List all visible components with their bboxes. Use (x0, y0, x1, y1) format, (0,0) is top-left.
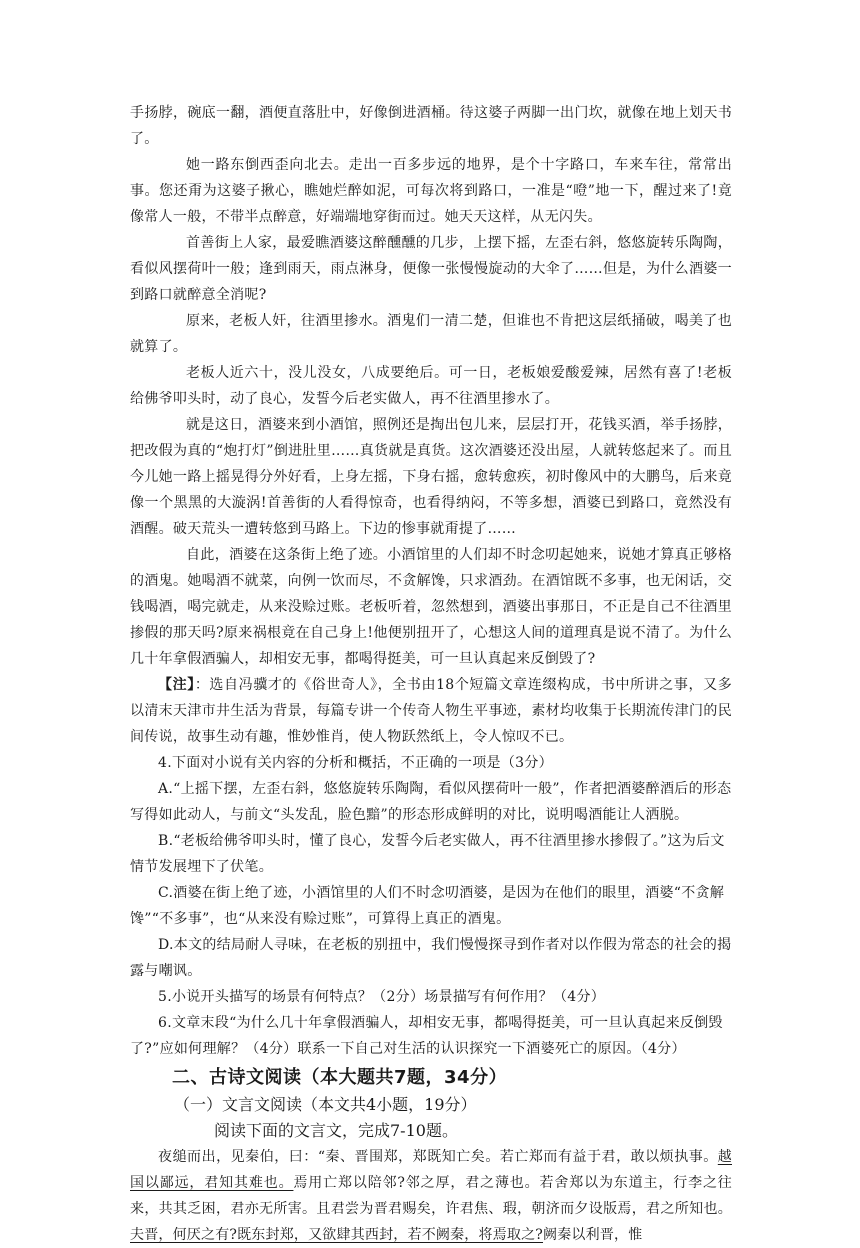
reading-instruction: 阅读下面的文言文，完成7-10题。 (214, 1121, 458, 1140)
story-paragraph-3: 原来，老板人奸，往酒里掺水。酒鬼们一清二楚，但谁也不肯把这层纸捅破，喝美了也就算了。 (130, 313, 732, 355)
question-4-option-b: B.“老板给佛爷叩头时，懂了良心，发誓今后老实做人，再不往酒里掺水掺假了。”这为后文情节发展埋下了伏笔。 (130, 833, 725, 875)
story-paragraph-4: 老板人近六十，没儿没女，八成要绝后。可一日，老板娘爱酸爱辣，居然有喜了!老板给佛爷叩头时，动了良心，发誓今后老实做人，再不往酒里掺水了。 (130, 365, 732, 407)
question-4: 4.下面对小说有关内容的分析和概括，不正确的一项是（3分） (158, 755, 553, 771)
classical-text-2: 焉用亡郑以陪邻?邻之厚，君之薄也。若舍郑以为东道主，行李之往来，共其乏困，君亦无所害。且君尝为晋君赐矣，许君焦、瑕，朝济而夕设版焉，君之所知也。 (130, 1175, 732, 1217)
question-4-option-c: C.酒婆在街上绝了迹，小酒馆里的人们不时念叨酒婆，是因为在他们的眼里，酒婆“不贪解馋”“不多事”，也“从来没有赊过账”，可算得上真正的酒鬼。 (130, 885, 725, 927)
classical-text-1: 夜缒而出，见秦伯，曰：“秦、晋围郑，郑既知亡矣。若亡郑而有益于君，敢以烦执事。 (158, 1149, 718, 1165)
story-paragraph-2: 首善街上人家，最爱瞧酒婆这醉醺醺的几步，上摆下摇，左歪右斜，悠悠旋转乐陶陶，看似风摆荷叶一般；逢到雨天，雨点淋身，便像一张慢慢旋动的大伞了……但是，为什么酒婆一到路口就醉意全消呢? (130, 235, 732, 303)
subsection-heading: （一）文言文阅读（本文共4小题，19分） (174, 1095, 477, 1114)
question-6: 6.文章末段“为什么几十年拿假酒骗人，却相安无事，都喝得挺美，可一旦认真起来反倒毁了?”应如何理解？（4分）联系一下自己对生活的认识探究一下酒婆死亡的原因。（4分） (130, 1015, 723, 1057)
classical-passage (130, 1144, 732, 1248)
underlined-sentence-2: 夫晋，何厌之有?既东封郑，又欲肆其西封，若不阙秦，将焉取之? (130, 1227, 544, 1243)
question-4-option-d: D.本文的结局耐人寻味，在老板的别扭中，我们慢慢探寻到作者对以作假为常态的社会的揭露与嘲讽。 (130, 937, 732, 979)
story-paragraph-1: 她一路东倒西歪向北去。走出一百多步远的地界，是个十字路口，车来车往，常常出事。您还甭为这婆子揪心，瞧她烂醉如泥，可每次将到路口，一准是“噔”地一下，醒过来了!竟像常人一般，不带半点醉意，好端端地穿街而过。她天天这样，从无闪失。 (130, 157, 732, 225)
question-5: 5.小说开头描写的场景有何特点？（2分）场景描写有何作用？（4分） (158, 989, 606, 1005)
classical-text-3: 阙秦以利晋，惟 (543, 1227, 643, 1243)
story-paragraph-6: 自此，酒婆在这条街上绝了迹。小酒馆里的人们却不时念叨起她来，说她才算真正够格的酒鬼。她喝酒不就菜，向例一饮而尽，不贪解馋，只求酒劲。在酒馆既不多事，也无闲话，交钱喝酒，喝完就走，从来没赊过账。老板听着，忽然想到，酒婆出事那日，不正是自己不往酒里掺假的那天吗?原来祸根竟在自己身上!他便别扭开了，心想这人间的道理真是说不清了。为什么几十年拿假酒骗人，却相安无事，都喝得挺美，可一旦认真起来反倒毁了? (130, 547, 732, 667)
note-label: 【注】 (158, 677, 195, 693)
section-heading: 二、古诗文阅读（本大题共7题，34分） (172, 1067, 508, 1088)
note-text: ：选自冯骥才的《俗世奇人》，全书由18个短篇文章连缀构成，书中所讲之事，又多以清末天津市井生活为背景，每篇专讲一个传奇人物生平事迹，素材均收集于长期流传津门的民间传说，故事生动有趣，惟妙惟肖，使人物跃然纸上，令人惊叹不已。 (130, 677, 733, 745)
source-note (130, 672, 732, 750)
exam-page (130, 100, 732, 1248)
underlined-sentence-1: 越国以鄙远，君知其难也。 (130, 1149, 732, 1191)
question-4-option-a: A.“上摇下摆，左歪右斜，悠悠旋转乐陶陶，看似风摆荷叶一般”，作者把酒婆醉酒后的形态写得如此动人，与前文“头发乱，脸色黯”的形态形成鲜明的对比，说明喝酒能让人洒脱。 (130, 781, 732, 823)
story-paragraph-0: 手扬脖，碗底一翻，酒便直落肚中，好像倒进酒桶。待这婆子两脚一出门坎，就像在地上划天书了。 (130, 105, 732, 147)
story-paragraph-5: 就是这日，酒婆来到小酒馆，照例还是掏出包儿来，层层打开，花钱买酒，举手扬脖，把改假为真的“炮打灯”倒进肚里……真货就是真货。这次酒婆还没出屋，人就转悠起来了。而且今儿她一路上摇晃得分外好看，上身左摇，下身右摇，愈转愈疾，初时像风中的大鹏鸟，后来竟像一个黑黑的大漩涡!首善街的人看得惊奇，也看得纳闷，不等多想，酒婆已到路口，竟然没有酒醒。破天荒头一遭转悠到马路上。下边的惨事就甭提了…… (130, 417, 732, 537)
